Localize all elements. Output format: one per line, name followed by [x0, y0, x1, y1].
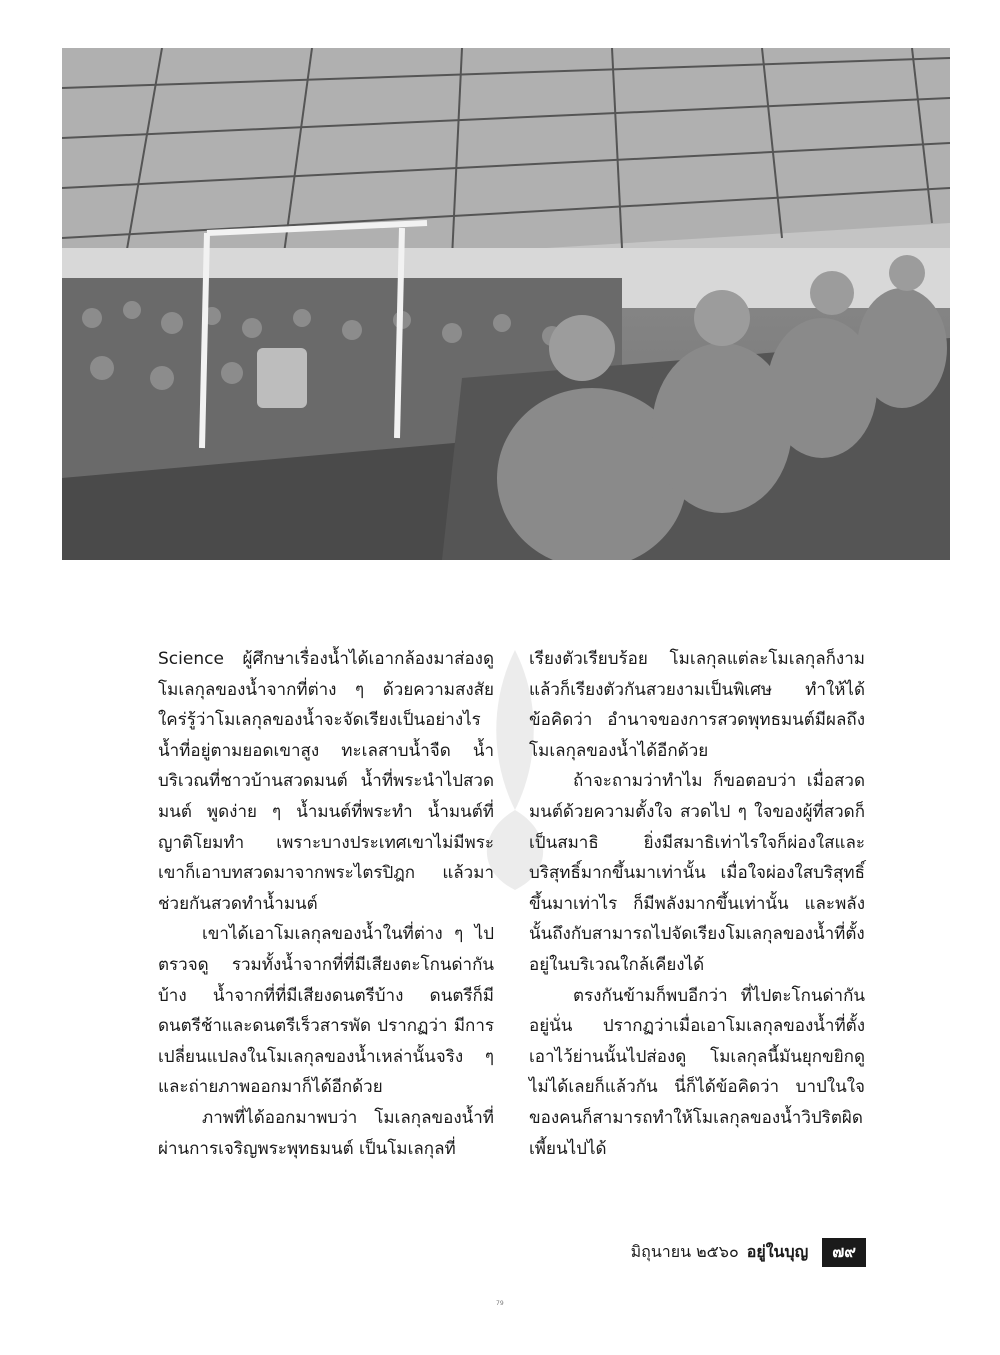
paragraph: ถ้าจะถามว่าทำไม ก็ขอตอบว่า เมื่อสวดมนต์ด้วยความตั้งใจ สวดไป ๆ ใจของผู้ที่สวดก็เป็นสมาธิ ยิ่งมีสมาธิเท่าไรใจก็ผ่องใสและบริสุทธิ์มากขึ้นมาเท่านั้น เมื่อใจผ่องใสบริสุทธิ์ขึ้นมาเท่าไร ก็มีพลังมากขึ้นเท่านั้น และพลังนั้นถึงกับสามารถไปจัดเรียงโมเลกุลของน้ำที่ตั้งอยู่ในบริเวณใกล้เคียงได้ — [529, 771, 865, 975]
paragraph: เรียงตัวเรียบร้อย โมเลกุลแต่ละโมเลกุลก็งามแล้วก็เรียงตัวกันสวยงามเป็นพิเศษ ทำให้ได้ข้อคิดว่า อำนาจของการสวดพุทธมนต์มีผลถึงโมเลกุลของน้ำได้อีกด้วย — [529, 649, 865, 761]
article-left-column — [158, 644, 494, 1164]
page-number: ๗๙ — [822, 1238, 866, 1267]
issue-date: มิถุนายน ๒๕๖๐ — [630, 1241, 739, 1261]
paragraph: เขาได้เอาโมเลกุลของน้ำในที่ต่าง ๆ ไปตรวจดู รวมทั้งน้ำจากที่ที่มีเสียงตะโกนด่ากันบ้าง น้ำจากที่ที่มีเสียงดนตรีบ้าง ดนตรีก็มีดนตรีช้าและดนตรีเร็วสารพัด ปรากฏว่า มีการเปลี่ยนแปลงในโมเลกุลของน้ำเหล่านั้นจริง ๆ และถ่ายภาพออกมาก็ได้อีกด้วย — [158, 924, 494, 1098]
paragraph: ภาพที่ได้ออกมาพบว่า โมเลกุลของน้ำที่ผ่านการเจริญพระพุทธมนต์ เป็นโมเลกุลที่ — [158, 1107, 494, 1159]
page-footer — [631, 1238, 866, 1266]
photo-image — [62, 48, 950, 560]
paragraph: ตรงกันข้ามก็พบอีกว่า ที่ไปตะโกนด่ากันอยู่นั่น ปรากฏว่าเมื่อเอาโมเลกุลของน้ำที่ตั้งเอาไว้ย่านนั้นไปส่องดู โมเลกุลนี้มันยุกขยิกดูไม่ได้เลยก็แล้วกัน นี่ก็ได้ข้อคิดว่า บาปในใจของคนก็สามารถทำให้โมเลกุลของน้ำวิปริตผิดเพี้ยนไปได้ — [529, 985, 865, 1159]
ceremony-photo — [62, 48, 950, 560]
magazine-title: อยู่ในบุญ — [746, 1241, 809, 1261]
article-right-column — [529, 644, 865, 1164]
tiny-page-mark: 79 — [496, 1300, 504, 1307]
paragraph: Science ผู้ศึกษาเรื่องน้ำได้เอากล้องมาส่องดูโมเลกุลของน้ำจากที่ต่าง ๆ ด้วยความสงสัยใคร่รู้ว่าโมเลกุลของน้ำจะจัดเรียงเป็นอย่างไร น้ำที่อยู่ตามยอดเขาสูง ทะเลสาบน้ำจืด น้ำบริเวณที่ชาวบ้านสวดมนต์ น้ำที่พระนำไปสวดมนต์ พูดง่าย ๆ น้ำมนต์ที่พระทำ น้ำมนต์ที่ญาติโยมทำ เพราะบางประเทศเขาไม่มีพระ เขาก็เอาบทสวดมาจากพระไตรปิฎก แล้วมาช่วยกันสวดทำน้ำมนต์ — [158, 649, 494, 914]
